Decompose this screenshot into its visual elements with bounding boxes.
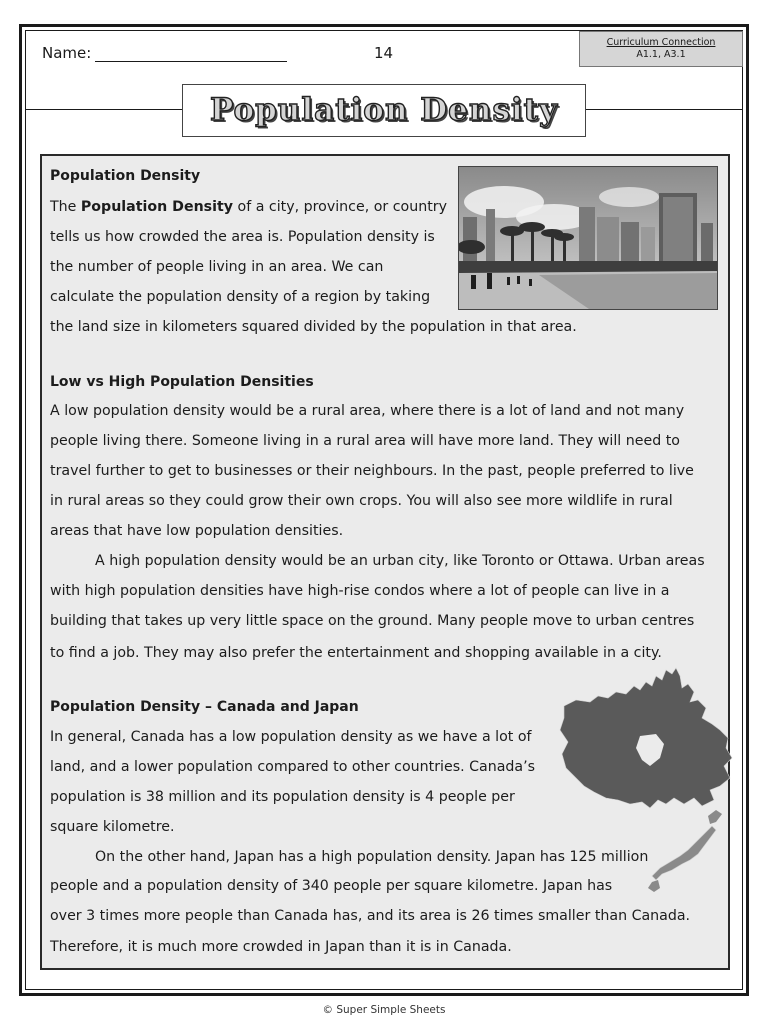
- title-banner: [182, 84, 586, 137]
- name-field-row: [42, 44, 287, 62]
- intro-term-population-density: Population Density: [80, 199, 234, 215]
- page-number: 14: [374, 44, 394, 62]
- canada-japan-line-7: over 3 times more people than Canada has, and its area is 26 times smaller than Canada.: [50, 908, 691, 924]
- section-heading-low-vs-high: Low vs High Population Densities: [50, 374, 314, 390]
- kyushu: [648, 880, 660, 892]
- beach-city-illustration: [459, 167, 717, 309]
- curriculum-connection-box: [579, 31, 743, 67]
- canada-japan-line-2: land, and a lower population compared to other countries. Canada’s: [50, 759, 536, 775]
- section-heading-canada-japan: Population Density – Canada and Japan: [50, 699, 359, 715]
- footer-copyright: © Super Simple Sheets: [322, 1004, 446, 1016]
- low-high-line-7: with high population densities have high-rise condos where a lot of people can live in a: [50, 583, 670, 599]
- low-high-line-4: in rural areas so they could grow their own crops. You will also see more wildlife in rural: [50, 493, 673, 509]
- low-high-line-9: to find a job. They may also prefer the entertainment and shopping available in a city.: [50, 645, 662, 661]
- low-high-line-2: people living there. Someone living in a rural area will have more land. They will need to: [50, 433, 680, 449]
- intro-line-5: the land size in kilometers squared divided by the population in that area.: [50, 319, 577, 335]
- intro-line-1: [50, 198, 447, 216]
- intro-line-4: calculate the population density of a region by taking: [50, 289, 431, 305]
- section-heading-population-density: Population Density: [50, 168, 201, 184]
- low-high-line-3: travel further to get to businesses or their neighbours. In the past, people preferred to live: [50, 463, 694, 479]
- name-label: Name:: [42, 44, 92, 62]
- canada-japan-line-1: In general, Canada has a low population density as we have a lot of: [50, 729, 532, 745]
- maps-illustration: [556, 666, 736, 898]
- curriculum-title: Curriculum Connection: [606, 37, 716, 48]
- japan-map: [652, 826, 716, 880]
- low-high-line-8: building that takes up very little space on the ground. Many people move to urban centres: [50, 613, 695, 629]
- canada-japan-line-8: Therefore, it is much more crowded in Japan than it is in Canada.: [50, 939, 512, 955]
- canada-japan-maps: [556, 666, 736, 898]
- page-title: Population Density: [209, 92, 559, 128]
- low-high-line-5: areas that have low population densities.: [50, 523, 344, 539]
- canada-japan-line-5: On the other hand, Japan has a high population density. Japan has 125 million: [95, 849, 649, 865]
- intro-line-2: tells us how crowded the area is. Population density is: [50, 229, 435, 245]
- name-blank-line: [95, 45, 287, 62]
- hokkaido: [708, 810, 722, 824]
- beach-city-photo: [458, 166, 718, 310]
- canada-japan-line-3: population is 38 million and its population density is 4 people per: [50, 789, 515, 805]
- intro-line-3: the number of people living in an area. We can: [50, 259, 384, 275]
- low-high-line-6: A high population density would be an urban city, like Toronto or Ottawa. Urban areas: [95, 553, 705, 569]
- intro-line-1-pre: The: [50, 199, 81, 215]
- intro-line-1-post: of a city, province, or country: [233, 199, 447, 215]
- canada-japan-line-4: square kilometre.: [50, 819, 175, 835]
- low-high-line-1: A low population density would be a rural area, where there is a lot of land and not many: [50, 403, 685, 419]
- curriculum-codes: A1.1, A3.1: [636, 49, 686, 60]
- canada-japan-line-6: people and a population density of 340 people per square kilometre. Japan has: [50, 878, 613, 894]
